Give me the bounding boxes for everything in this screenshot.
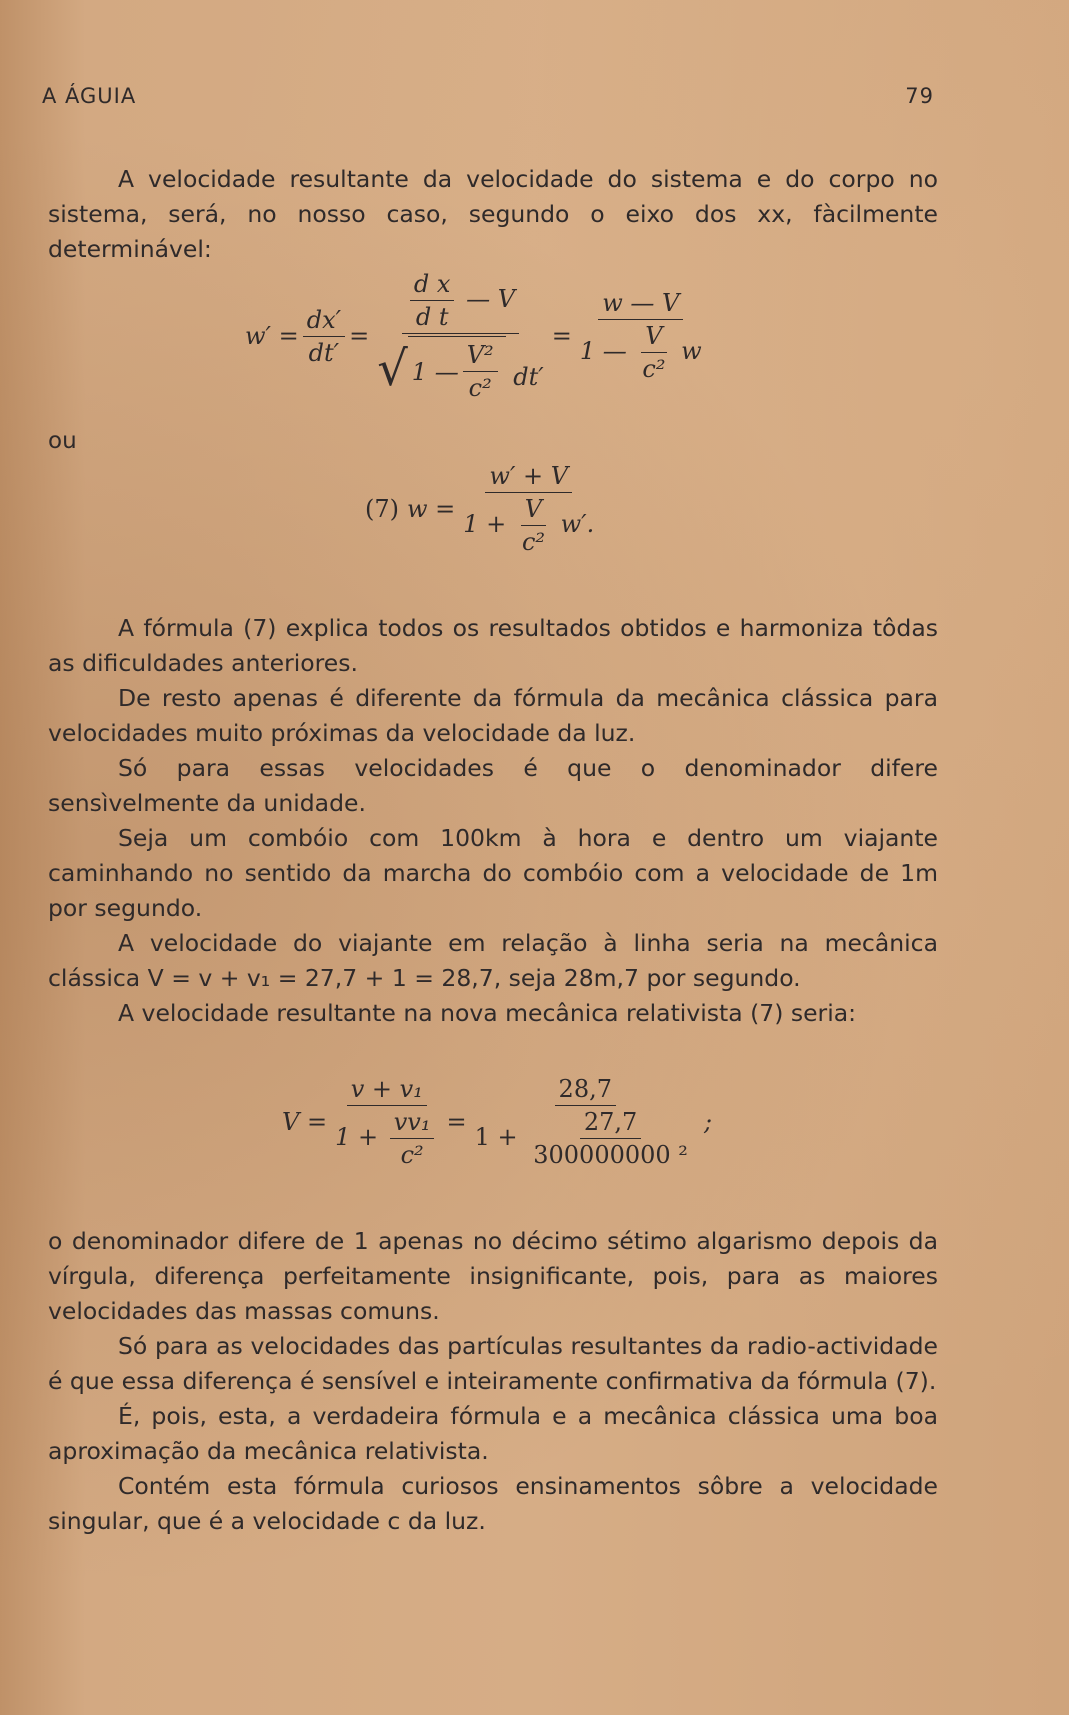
eq1-minus-v: — V xyxy=(466,285,516,313)
equation-1 xyxy=(245,270,710,402)
eqv-equals: = xyxy=(446,1108,467,1136)
paragraph: Seja um combóio com 100km à hora e dentro um viajante caminhando no sentido da marcha do combóio com a velocidade de 1m por segundo. xyxy=(48,824,938,922)
equation-7 xyxy=(365,462,602,556)
eqv-den-fraction xyxy=(390,1108,435,1169)
eqv-den xyxy=(331,1106,442,1169)
paragraph: Só para as velocidades das partículas resultantes da radio-actividade é que essa diferença é sensível e inteiramente confirmativa da fórmula (7). xyxy=(48,1332,938,1395)
eq1-root-den: c² xyxy=(468,374,492,402)
eq1-last-den xyxy=(576,320,706,383)
eq1-equals-1: = xyxy=(349,322,370,350)
eq7-den-fraction xyxy=(518,495,549,556)
eq1-main-num xyxy=(402,270,519,334)
equation-v xyxy=(282,1075,712,1169)
eq1-inner-den: d t xyxy=(415,303,449,331)
running-head xyxy=(42,84,934,108)
eq1-f1-num: dx′ xyxy=(303,306,345,337)
eq1-root-one: 1 — xyxy=(411,357,459,386)
eqv-den-one: 1 + xyxy=(335,1123,379,1151)
eq1-dt-tail: dt′ xyxy=(513,363,544,391)
eq7-num: w′ + V xyxy=(485,462,572,493)
eq1-equals-2: = xyxy=(551,322,572,350)
paragraph: De resto apenas é diferente da fórmula da mecânica clássica para velocidades muito próximas da velocidade da luz. xyxy=(48,684,938,747)
eqv-den2 xyxy=(471,1106,700,1169)
eq1-f1-den: dt′ xyxy=(308,338,340,367)
page-number: 79 xyxy=(905,84,934,108)
or-label: ou xyxy=(48,428,77,454)
eqv-den2-num: 27,7 xyxy=(580,1108,641,1139)
eq1-last-den-fraction xyxy=(638,322,669,383)
eq1-last-num: w — V xyxy=(598,289,683,320)
paragraph: A velocidade resultante na nova mecânica relativista (7) seria: xyxy=(118,999,857,1027)
eq7-den-den: c² xyxy=(521,528,545,556)
eqv-den-den: c² xyxy=(400,1141,424,1169)
eqv-fraction-1 xyxy=(331,1075,442,1169)
eq1-last-fraction xyxy=(576,289,706,383)
eq1-inner-num: d x xyxy=(410,270,455,301)
eq1-fraction-dx-dt xyxy=(303,306,345,367)
eq1-root-fraction xyxy=(463,341,498,402)
eq1-last-den-w: w xyxy=(681,337,702,365)
paragraph: Contém esta fórmula curiosos ensinamentos sôbre a velocidade singular, que é a velocidade c da luz. xyxy=(48,1472,938,1535)
eqv-fraction-2 xyxy=(471,1075,700,1169)
sqrt-sign: √ xyxy=(377,341,408,397)
eqv-den2-one: 1 + xyxy=(474,1123,518,1151)
eq7-label: (7) xyxy=(365,495,399,523)
eqv-den2-den: 300000000 ² xyxy=(533,1141,688,1169)
eq1-inner-fraction xyxy=(410,270,455,331)
paragraph: É, pois, esta, a verdadeira fórmula e a mecânica clássica uma boa aproximação da mecânica relativista. xyxy=(48,1402,938,1465)
eq1-last-den-one: 1 — xyxy=(579,337,627,365)
eq1-sqrt xyxy=(377,336,505,402)
eq1-last-den-num: V xyxy=(641,322,666,353)
eqv-den2-fraction xyxy=(529,1108,692,1169)
paragraphs-block-2 xyxy=(48,1224,938,1539)
eqv-num: v + v₁ xyxy=(347,1075,427,1106)
eq7-lhs: w = xyxy=(407,495,456,523)
eq1-lhs: w′ = xyxy=(245,322,299,350)
eq7-fraction xyxy=(459,462,598,556)
paragraph: A fórmula (7) explica todos os resultados obtidos e harmoniza tôdas as dificuldades anteriores. xyxy=(48,614,938,677)
eq7-den-one: 1 + xyxy=(463,510,507,538)
eq1-root-num: V² xyxy=(463,341,498,372)
paragraph: o denominador difere de 1 apenas no décimo sétimo algarismo depois da vírgula, diferença perfeitamente insignificante, pois, para as maiores velocidades das massas comuns. xyxy=(48,1227,938,1325)
paragraphs-block-1 xyxy=(48,611,938,1031)
eq1-main-den xyxy=(373,334,548,402)
intro-paragraph: A velocidade resultante da velocidade do sistema e do corpo no sistema, será, no nosso caso, segundo o eixo dos xx, fàcilmente determinável: xyxy=(48,165,938,263)
eq7-den-w: w′. xyxy=(560,510,595,538)
eq1-main-fraction xyxy=(373,270,548,402)
eqv-lhs: V = xyxy=(282,1108,328,1136)
eqv-num2: 28,7 xyxy=(555,1075,616,1106)
paragraph: A velocidade do viajante em relação à linha seria na mecânica clássica V = v + v₁ = 27,7 + 1 = 28,7, seja 28m,7 por segundo. xyxy=(48,929,938,992)
sqrt-content xyxy=(408,336,506,402)
eq7-den-num: V xyxy=(521,495,546,526)
eq7-den xyxy=(459,493,598,556)
eq1-last-den-den: c² xyxy=(642,355,666,383)
intro-block xyxy=(48,162,938,267)
eqv-den-num: vv₁ xyxy=(390,1108,435,1139)
paragraph: Só para essas velocidades é que o denominador difere sensìvelmente da unidade. xyxy=(48,754,938,817)
journal-title: A ÁGUIA xyxy=(42,84,137,108)
eqv-semicolon: ; xyxy=(703,1108,713,1136)
